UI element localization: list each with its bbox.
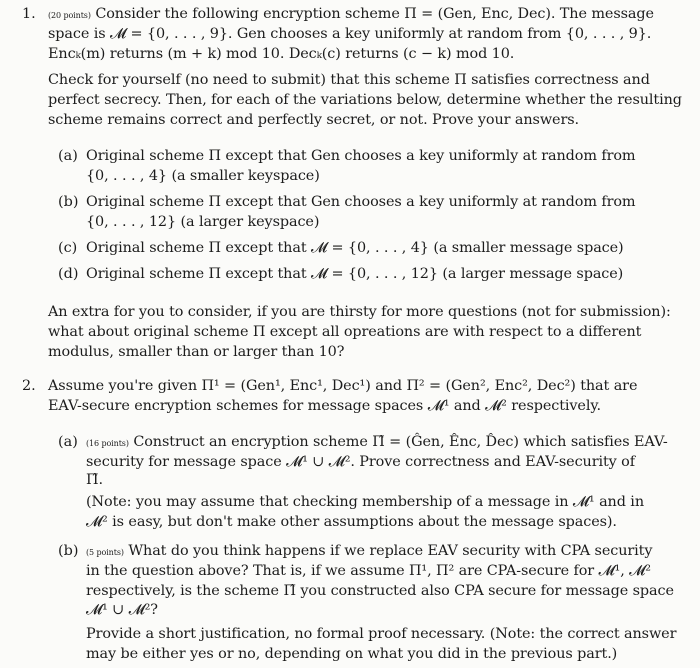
p1-extra: what about original scheme Π except all opreations are with respect to a different (48, 324, 642, 340)
p1-item-b-label: (b) (58, 194, 79, 210)
p2-b-line: 𝓜¹ ∪ 𝓜²? (86, 602, 158, 618)
p2-b-note: Provide a short justification, no formal proof necessary. (Note: the correct answer (86, 626, 677, 642)
problem-2-number: 2. (22, 378, 36, 394)
p1-item-d: Original scheme Π except that 𝓜 = {0, . . . , 12} (a larger message space) (86, 266, 624, 282)
p2-b-points: (5 points) (86, 548, 124, 557)
p2-b-line: respectively, is the scheme Π̂ you constructed also CPA secure for message space (86, 583, 674, 599)
p2-a-line: Π̂. (86, 472, 103, 488)
p1-extra: modulus, smaller than or larger than 10? (48, 344, 345, 360)
p1-line: Check for yourself (no need to submit) that this scheme Π satisfies correctness and (48, 72, 650, 88)
p2-item-b-label: (b) (58, 543, 79, 559)
p1-item-c-label: (c) (58, 240, 78, 256)
p1-item-a: {0, . . . , 4} (a smaller keyspace) (86, 168, 320, 184)
p2-a-note: (Note: you may assume that checking membership of a message in 𝓜¹ and in (86, 494, 644, 510)
p2-line: EAV-secure encryption schemes for message spaces 𝓜¹ and 𝓜² respectively. (48, 398, 601, 414)
p2-b-line: (5 points) What do you think happens if we replace EAV security with CPA security (86, 543, 653, 559)
p2-a-line: (16 points) Construct an encryption scheme Π̂ = (Ĝen, Ênc, D̂ec) which satisfies EAV- (86, 434, 668, 450)
p2-line: Assume you're given Π¹ = (Gen¹, Enc¹, Dec¹) and Π² = (Gen², Enc², Dec²) that are (48, 378, 638, 394)
p2-item-a-label: (a) (58, 434, 78, 450)
p2-a-line: security for message space 𝓜¹ ∪ 𝓜². Prove correctness and EAV-security of (86, 454, 635, 470)
p1-line: perfect secrecy. Then, for each of the variations below, determine whether the resulting (48, 92, 682, 108)
p1-extra: An extra for you to consider, if you are thirsty for more questions (not for submission): (48, 304, 671, 320)
p1-item-a: Original scheme Π except that Gen chooses a key uniformly at random from (86, 148, 636, 164)
p1-item-a-label: (a) (58, 148, 78, 164)
p2-a-note: 𝓜² is easy, but don't make other assumptions about the message spaces). (86, 514, 617, 530)
p1-line: space is 𝓜 = {0, . . . , 9}. Gen chooses a key uniformly at random from {0, . . . , 9}. (48, 26, 652, 42)
p1-line: scheme remains correct and perfectly secret, or not. Prove your answers. (48, 112, 580, 128)
p1-item-b: Original scheme Π except that Gen chooses a key uniformly at random from (86, 194, 636, 210)
p2-b-note: may be either yes or no, depending on what you did in the previous part.) (86, 646, 618, 662)
p1-line: Encₖ(m) returns (m + k) mod 10. Decₖ(c) returns (c − k) mod 10. (48, 46, 515, 62)
problem-1-number: 1. (22, 6, 36, 22)
p1-line: (20 points) Consider the following encryption scheme Π = (Gen, Enc, Dec). The message (48, 6, 654, 22)
p1-item-c: Original scheme Π except that 𝓜 = {0, . . . , 4} (a smaller message space) (86, 240, 624, 256)
p1-points: (20 points) (48, 11, 91, 20)
p1-item-b: {0, . . . , 12} (a larger keyspace) (86, 214, 320, 230)
p2-b-line: in the question above? That is, if we assume Π¹, Π² are CPA-secure for 𝓜¹, 𝓜² (86, 563, 651, 579)
p2-a-points: (16 points) (86, 439, 129, 448)
p1-item-d-label: (d) (58, 266, 79, 282)
